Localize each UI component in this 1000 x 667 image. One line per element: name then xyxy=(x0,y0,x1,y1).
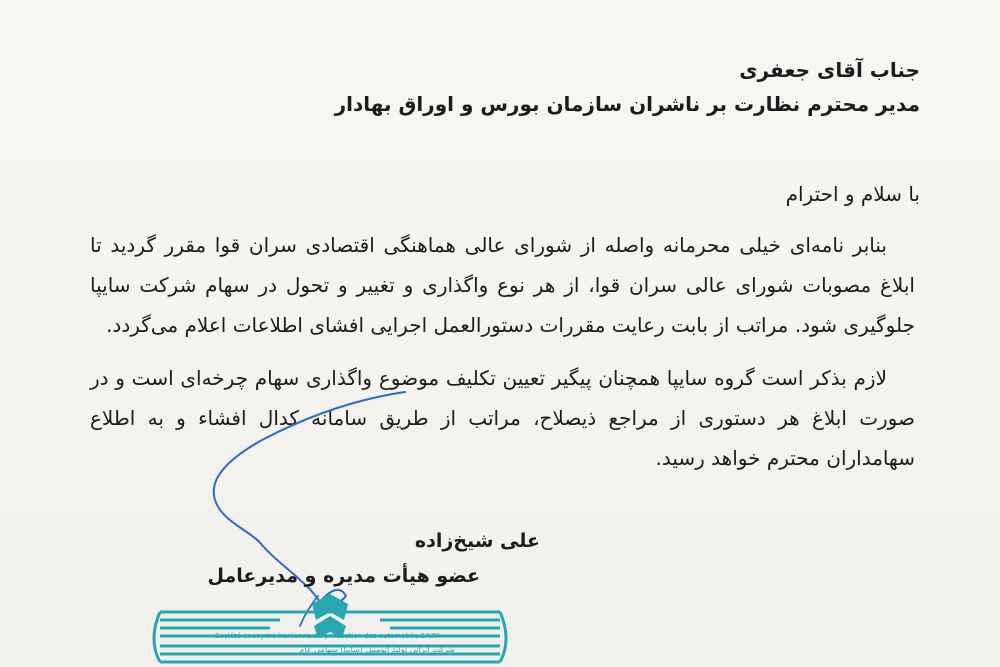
signatory-name: علی شیخ‌زاده xyxy=(414,530,540,552)
saipa-stamp-logo xyxy=(150,590,510,667)
signatory-title: عضو هیأت مدیره و مدیرعامل xyxy=(207,565,480,587)
paragraph-2: لازم بذکر است گروه سایپا همچنان پیگیر تعیین تکلیف موضوع واگذاری سهام چرخه‌ای است و در صورت ابلاغ هر دستوری از مراجع ذیصلاح، مراتب از طریق سامانه کدال افشاء و به اطلاع سهامداران محترم خواهد رسید. xyxy=(90,366,915,470)
recipient-title: مدیر محترم نظارت بر ناشران سازمان بورس و اوراق بهادار xyxy=(334,92,920,116)
recipient-name: جناب آقای جعفری xyxy=(739,58,920,82)
stamp-text-persian: شرکت ایرانی تولید اتومبیل (سایپا) سهامی عام xyxy=(299,645,455,654)
stamp-text-french: Société anonyme Iranienne de production des automobile SAIPA xyxy=(215,632,441,640)
greeting: با سلام و احترام xyxy=(785,182,920,206)
paragraph-1: بنابر نامه‌ای خیلی محرمانه واصله از شورای عالی هماهنگی اقتصادی سران قوا مقرر گردید تا ابلاغ مصوبات شورای عالی سران قوا، از هر نوع واگذاری و تغییر و تحول در سهام شرکت سایپا جلوگیری شود. مراتب از بابت رعایت مقررات دستورالعمل اجرایی افشای اطلاعات اعلام می‌گردد. xyxy=(90,233,915,337)
